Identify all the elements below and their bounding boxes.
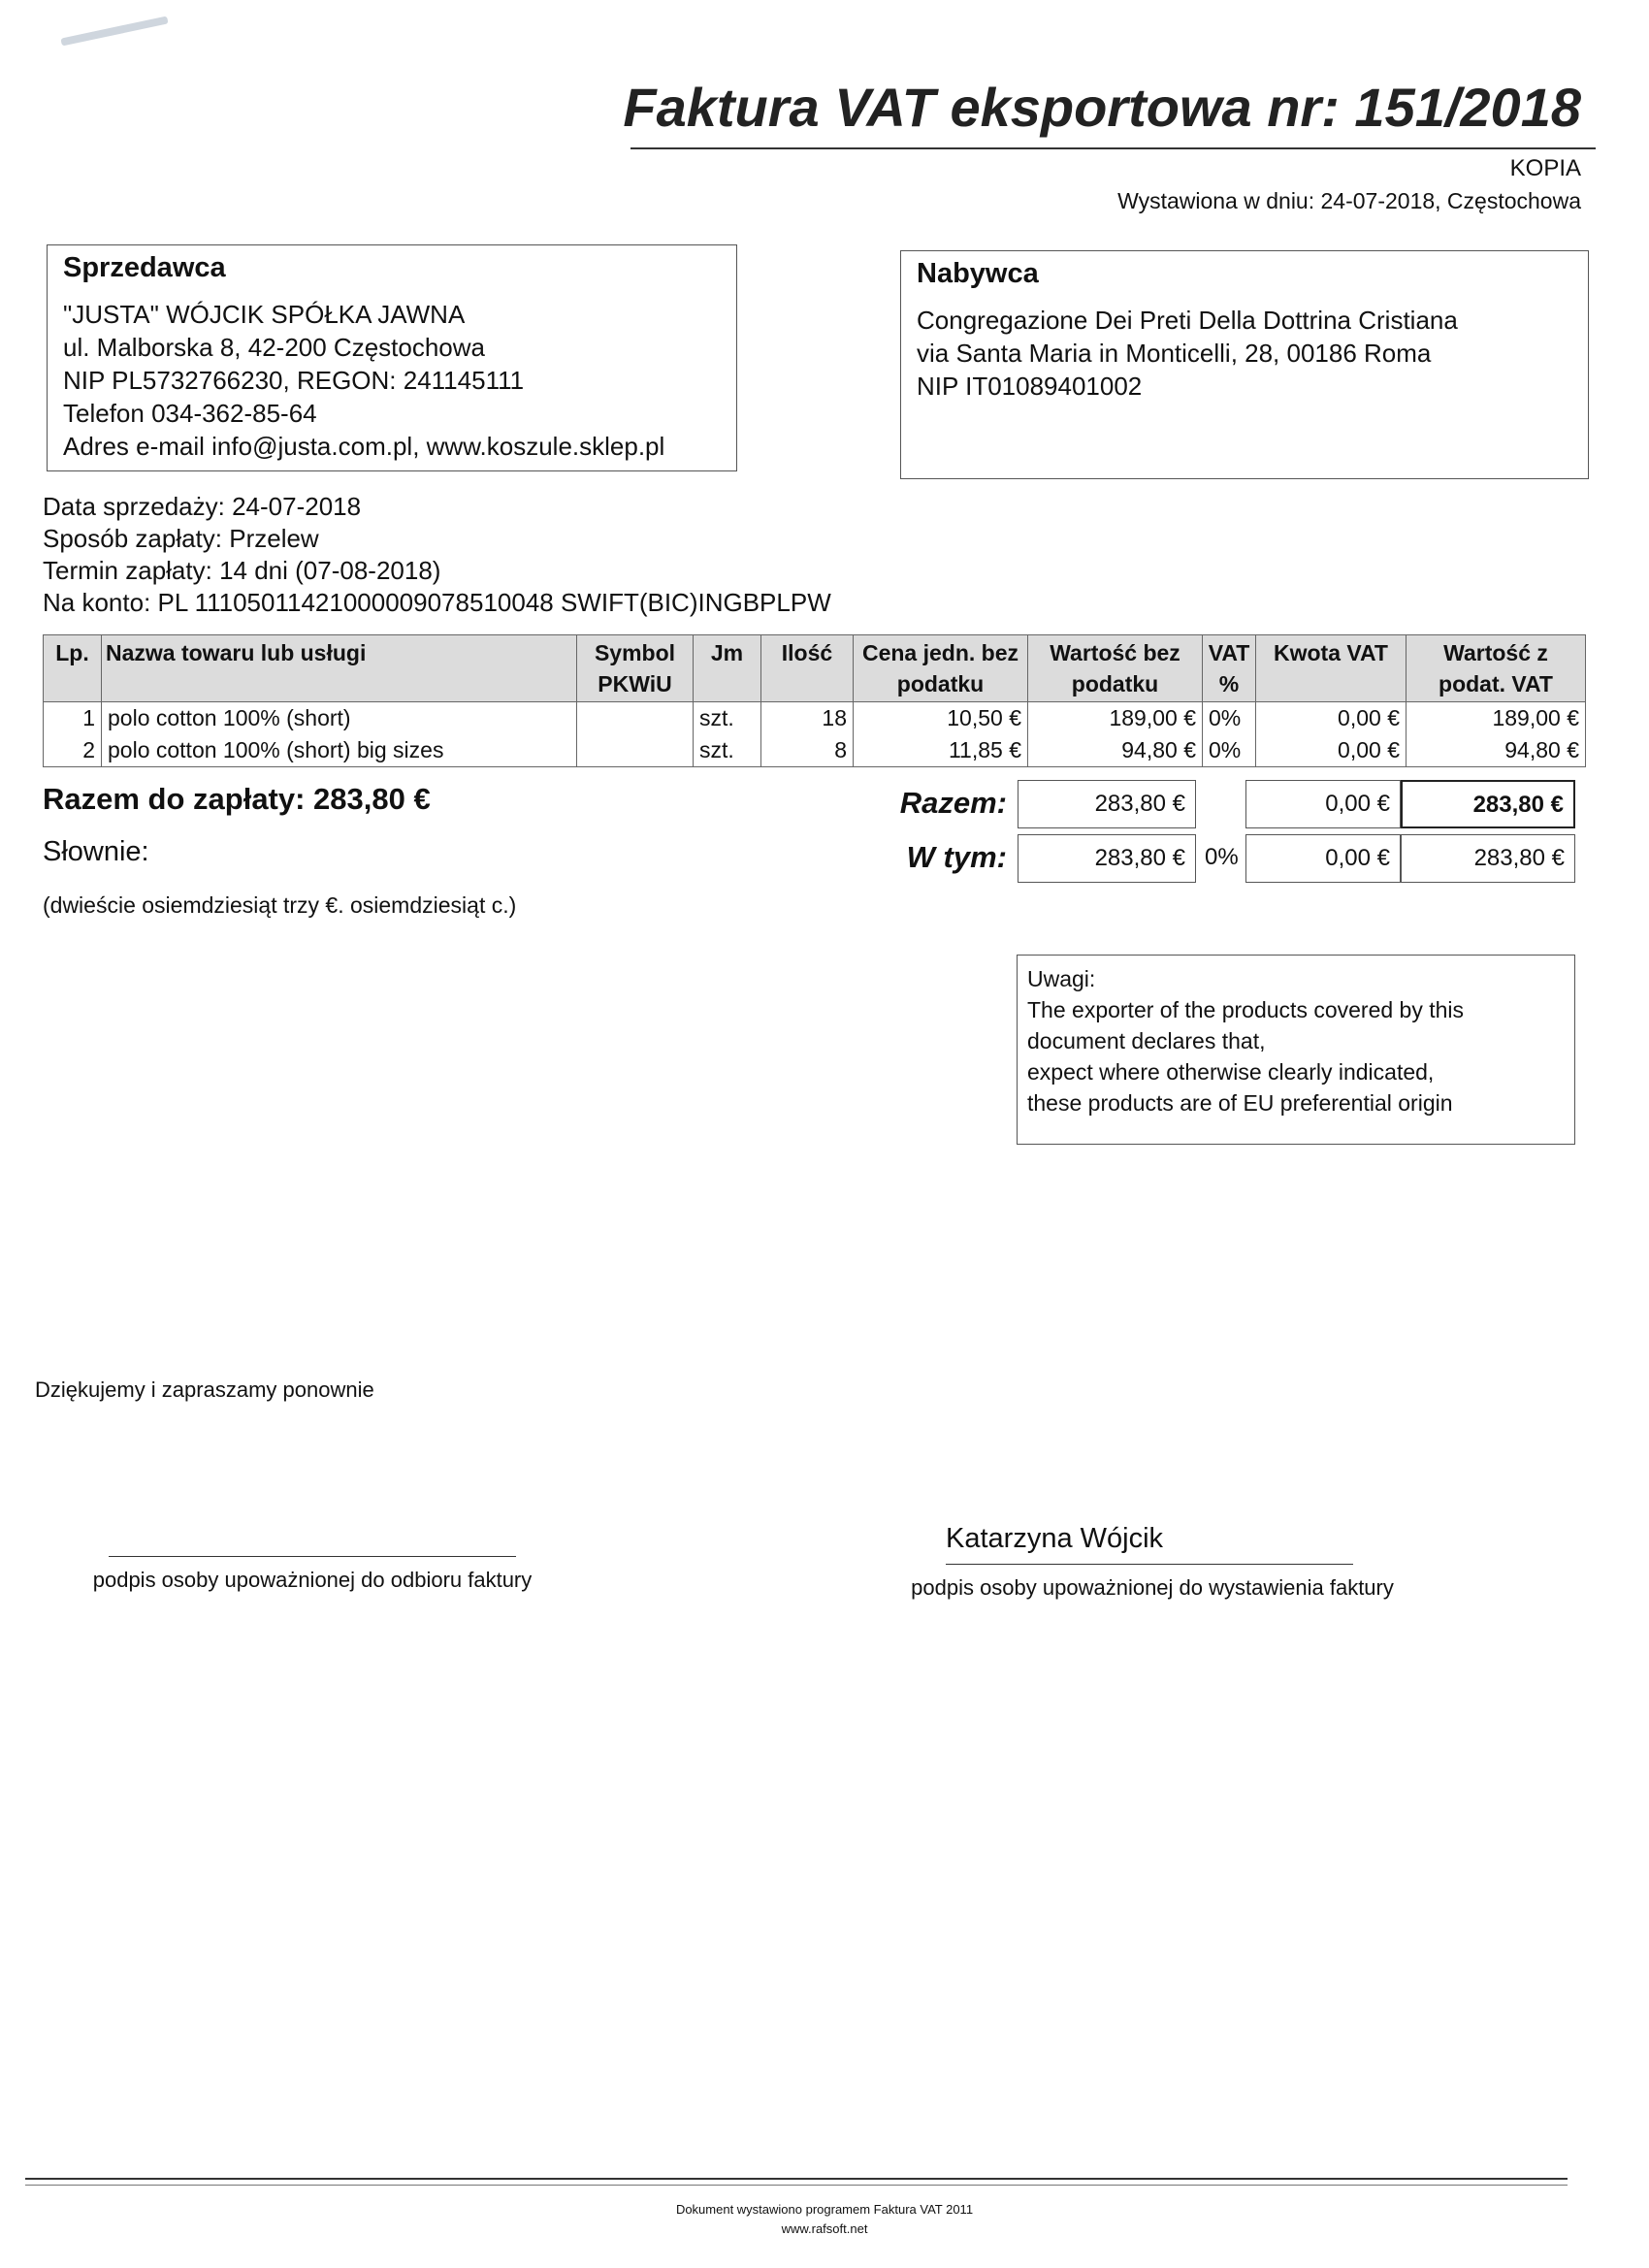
wtym-net-box: 283,80 € (1018, 834, 1196, 883)
seller-box (47, 244, 737, 471)
col-header-pkwiu: Symbol PKWiU (577, 635, 694, 702)
cell-jm: szt. (694, 734, 761, 767)
razem-label: Razem: (899, 786, 1007, 820)
copy-label: KOPIA (1509, 155, 1581, 181)
col-header-vat-pct: VAT % (1203, 635, 1256, 702)
scan-mark (60, 16, 168, 46)
payment-term: Termin zapłaty: 14 dni (07-08-2018) (43, 556, 441, 585)
cell-vat-pct: 0% (1203, 734, 1256, 767)
cell-name: polo cotton 100% (short) big sizes (102, 734, 577, 767)
footer-divider-thin (25, 2185, 1568, 2186)
footer (582, 2200, 1067, 2239)
title-divider (630, 147, 1596, 149)
cell-lp: 1 (44, 702, 102, 735)
cell-unit-price: 11,85 € (854, 734, 1028, 767)
seller-line: Adres e-mail info@justa.com.pl, www.koszule.sklep.pl (63, 432, 665, 461)
buyer-line: Congregazione Dei Preti Della Dottrina Cristiana (917, 306, 1458, 335)
wtym-vat-pct: 0% (1205, 844, 1239, 870)
footer-website: www.rafsoft.net (781, 2221, 868, 2236)
cell-pkwiu (577, 734, 694, 767)
cell-pkwiu (577, 702, 694, 735)
cell-gross: 189,00 € (1406, 702, 1586, 735)
buyer-line: via Santa Maria in Monticelli, 28, 00186 Roma (917, 339, 1432, 368)
table-row (44, 702, 1586, 735)
table-row (44, 734, 1586, 767)
cell-net: 189,00 € (1028, 702, 1203, 735)
invoice-title: Faktura VAT eksportowa nr: 151/2018 (623, 77, 1581, 138)
remarks-line: The exporter of the products covered by this (1027, 997, 1465, 1022)
col-header-jm: Jm (694, 635, 761, 702)
cell-qty: 8 (761, 734, 854, 767)
sale-details (43, 491, 831, 619)
wtym-gross-box: 283,80 € (1401, 834, 1575, 883)
bank-account: Na konto: PL 11105011421000009078510048 SWIFT(BIC)INGBPLPW (43, 588, 831, 617)
remarks-label: Uwagi: (1027, 966, 1096, 991)
cell-vat-amount: 0,00 € (1256, 702, 1406, 735)
wtym-label: W tym: (906, 840, 1007, 874)
cell-unit-price: 10,50 € (854, 702, 1028, 735)
cell-vat-pct: 0% (1203, 702, 1256, 735)
cell-net: 94,80 € (1028, 734, 1203, 767)
issuer-signature-caption: podpis osoby upoważnionej do wystawienia faktury (911, 1575, 1394, 1600)
cell-jm: szt. (694, 702, 761, 735)
cell-gross: 94,80 € (1406, 734, 1586, 767)
razem-net-box: 283,80 € (1018, 780, 1196, 828)
wtym-vat-box: 0,00 € (1245, 834, 1401, 883)
col-header-qty: Ilość (761, 635, 854, 702)
buyer-box (900, 250, 1589, 479)
items-table (43, 634, 1586, 767)
seller-heading: Sprzedawca (63, 252, 226, 283)
receiver-signature-line (109, 1556, 516, 1557)
cell-name: polo cotton 100% (short) (102, 702, 577, 735)
col-header-name: Nazwa towaru lub usługi (102, 635, 577, 702)
issuer-signature-line (946, 1564, 1353, 1565)
col-header-lp: Lp. (44, 635, 102, 702)
col-header-unit-price: Cena jedn. bez podatku (854, 635, 1028, 702)
remarks-line: document declares that, (1027, 1028, 1266, 1053)
payment-method: Sposób zapłaty: Przelew (43, 524, 319, 553)
buyer-heading: Nabywca (917, 258, 1039, 289)
remarks-line: expect where otherwise clearly indicated, (1027, 1059, 1435, 1085)
sale-date: Data sprzedaży: 24-07-2018 (43, 492, 362, 521)
thanks-note: Dziękujemy i zapraszamy ponownie (35, 1377, 374, 1402)
seller-line: ul. Malborska 8, 42-200 Częstochowa (63, 333, 486, 362)
amount-in-words: (dwieście osiemdziesiąt trzy €. osiemdziesiąt c.) (43, 892, 517, 918)
issuer-name: Katarzyna Wójcik (946, 1523, 1164, 1554)
seller-line: "JUSTA" WÓJCIK SPÓŁKA JAWNA (63, 300, 466, 329)
razem-gross-box: 283,80 € (1401, 780, 1575, 828)
col-header-vat-amount: Kwota VAT (1256, 635, 1406, 702)
cell-vat-amount: 0,00 € (1256, 734, 1406, 767)
razem-vat-box: 0,00 € (1245, 780, 1401, 828)
footer-divider (25, 2178, 1568, 2180)
remarks-box (1017, 955, 1575, 1145)
cell-lp: 2 (44, 734, 102, 767)
remarks-line: these products are of EU preferential origin (1027, 1090, 1453, 1116)
words-label: Słownie: (43, 836, 149, 867)
col-header-gross: Wartość z podat. VAT (1406, 635, 1586, 702)
issue-date-line: Wystawiona w dniu: 24-07-2018, Częstochowa (1117, 188, 1581, 213)
footer-program-note: Dokument wystawiono programem Faktura VAT 2011 (675, 2202, 974, 2217)
seller-line: NIP PL5732766230, REGON: 241145111 (63, 366, 525, 395)
receiver-signature-caption: podpis osoby upoważnionej do odbioru faktury (92, 1568, 533, 1592)
total-to-pay: Razem do zapłaty: 283,80 € (43, 782, 431, 816)
buyer-line: NIP IT01089401002 (917, 372, 1143, 401)
seller-line: Telefon 034-362-85-64 (63, 399, 317, 428)
col-header-net: Wartość bez podatku (1028, 635, 1203, 702)
cell-qty: 18 (761, 702, 854, 735)
